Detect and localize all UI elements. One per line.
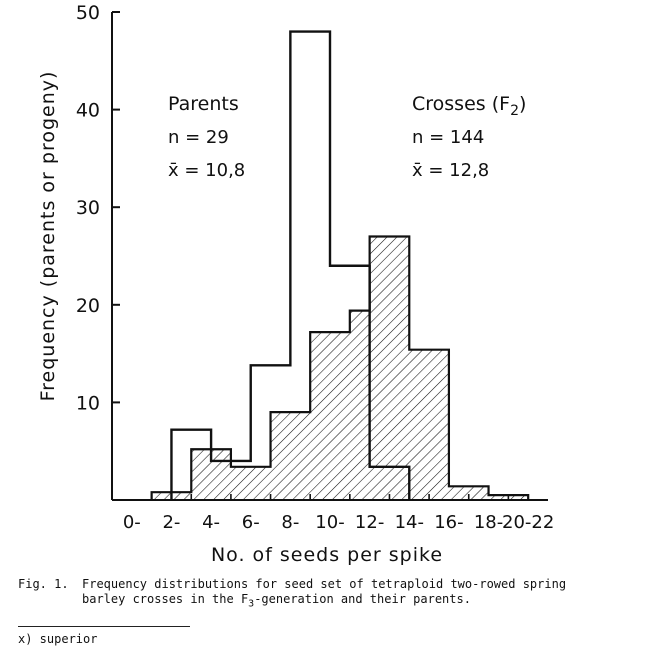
crosses-bar-3: [271, 412, 311, 500]
x-tick-label-9: 18-: [473, 512, 504, 533]
x-tick-label-4: 8-: [281, 512, 300, 533]
x-tick-label-0: 0-: [122, 512, 141, 533]
x-tick-label-2: 4-: [202, 512, 221, 533]
footnote-divider: [18, 626, 190, 627]
caption-tag: Fig. 1.: [18, 577, 69, 591]
crosses-bar-7: [409, 350, 449, 500]
y-axis-label: Frequency (parents or progeny): [37, 70, 59, 402]
x-tick-label-8: 16-: [434, 512, 464, 533]
crosses-n: n = 144: [412, 127, 485, 148]
parents-annotation: [168, 93, 245, 181]
crosses-bar-4: [310, 332, 350, 500]
crosses-series: [152, 236, 529, 500]
x-tick-label-10: 20-22: [502, 512, 555, 533]
x-tick-label-3: 6-: [241, 512, 260, 533]
crosses-bar-2: [231, 467, 271, 500]
x-axis-label: No. of seeds per spike: [210, 544, 444, 566]
footnote: x) superior: [18, 632, 98, 646]
crosses-bar-5: [350, 311, 370, 500]
y-tick-label-20: 20: [75, 294, 100, 317]
y-tick-label-50: 50: [75, 2, 100, 24]
crosses-bar-6: [370, 236, 410, 500]
caption-line-2: barley crosses in the $F_3$-generation and their parents.: [82, 592, 471, 610]
crosses-annotation: [412, 93, 526, 181]
parents-mean: x̄ = 10,8: [168, 160, 246, 181]
y-tick-label-30: 30: [75, 197, 100, 220]
parents-n: n = 29: [168, 127, 229, 148]
crosses-mean: x̄ = 12,8: [412, 160, 490, 181]
y-tick-label-10: 10: [75, 392, 100, 415]
figure-caption: [18, 577, 654, 611]
x-tick-label-1: 2-: [162, 512, 181, 533]
parents-title: Parents: [168, 93, 239, 115]
y-tick-label-40: 40: [75, 99, 100, 122]
crosses-title: Crosses $(F_2)$: [412, 93, 527, 119]
x-tick-label-5: 10-: [315, 512, 345, 533]
caption-line-1: Frequency distributions for seed set of tetraploid two-rowed spring: [82, 577, 567, 591]
x-tick-label-7: 14-: [394, 512, 424, 533]
x-tick-label-6: 12-: [354, 512, 385, 533]
